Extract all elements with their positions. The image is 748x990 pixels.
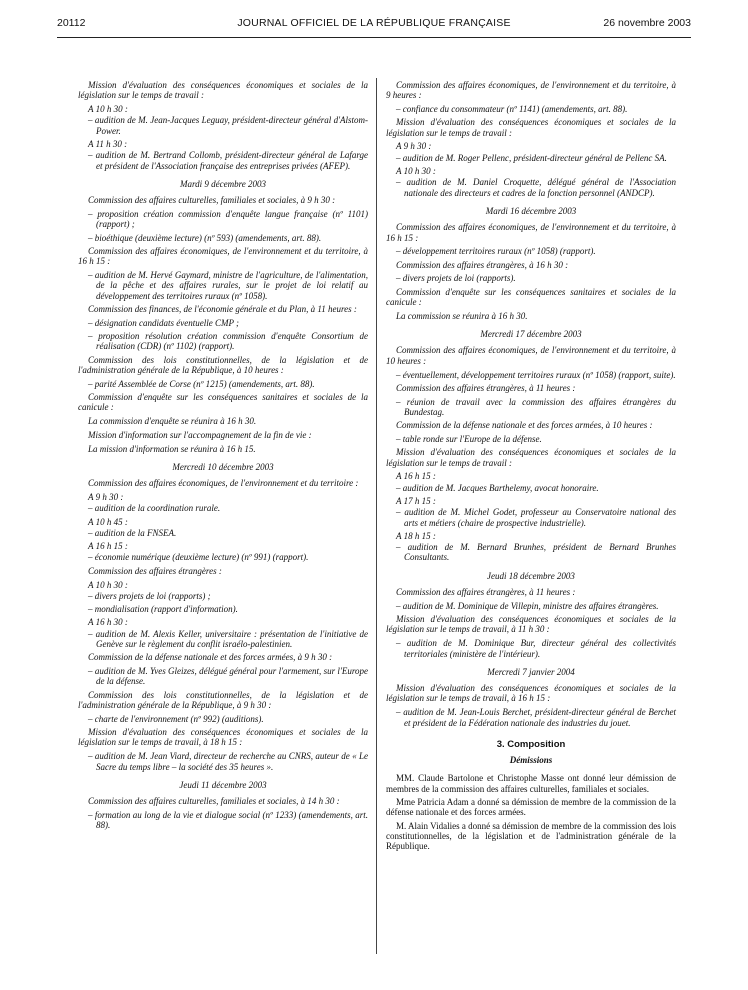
journal-title: JOURNAL OFFICIEL DE LA RÉPUBLIQUE FRANÇAISE [237, 17, 511, 29]
paragraph: Commission d'enquête sur les conséquences sanitaires et sociales de la canicule : [78, 391, 368, 413]
agenda-item: – table ronde sur l'Europe de la défense. [396, 434, 542, 445]
paragraph: Commission des affaires étrangères : [88, 565, 222, 576]
time-slot: A 17 h 15 : [396, 496, 436, 506]
paragraph: Commission de la défense nationale et des forces armées, à 10 heures : [396, 420, 653, 431]
agenda-item: – parité Assemblée de Corse (nº 1215) (amendements, art. 88). [88, 378, 315, 389]
time-slot: A 10 h 30 : [396, 166, 436, 177]
body-paragraph: M. Alain Vidalies a donné sa démission de membre de la commission des lois constitutionnelles, de la législation et de l'administration générale de la République. [386, 820, 676, 852]
time-slot: A 16 h 30 : [88, 617, 128, 628]
agenda-item: – mondialisation (rapport d'information). [88, 604, 238, 615]
column-divider [376, 78, 377, 954]
agenda-item: – audition de M. Dominique Bur, directeur général des collectivités territoriales (ministère de l'intérieur). [396, 638, 676, 659]
paragraph: Commission des affaires économiques, de l'environnement et du territoire, à 9 heures : [386, 80, 676, 101]
date-heading: Mercredi 17 décembre 2003 [480, 329, 582, 340]
body-paragraph: Mme Patricia Adam a donné sa démission de membre de la commission de la défense nationale et des forces armées. [386, 797, 676, 818]
agenda-item: – audition de M. Jean Viard, directeur de recherche au CNRS, auteur de « Le Sacre du temps libre – la société des 35 heures ». [88, 751, 368, 772]
paragraph: Commission des affaires étrangères, à 11 heures : [396, 382, 576, 393]
paragraph: La mission d'information se réunira à 16 h 15. [88, 443, 256, 454]
date-heading: Jeudi 11 décembre 2003 [179, 779, 267, 790]
paragraph: La commission d'enquête se réunira à 16 h 30. [88, 416, 257, 427]
paragraph: Commission des affaires étrangères, à 16 h 30 : [396, 259, 569, 270]
agenda-item: – audition de M. Dominique de Villepin, ministre des affaires étrangères. [396, 600, 659, 611]
paragraph: Mission d'évaluation des conséquences économiques et sociales de la législation sur le temps de travail : [386, 117, 676, 138]
time-slot: A 18 h 15 : [396, 530, 436, 541]
paragraph: Mission d'évaluation des conséquences économiques et sociales de la législation sur le temps de travail, à 11 h 30 : [386, 614, 676, 635]
paragraph: Commission des affaires économiques, de l'environnement et du territoire, à 16 h 15 : [78, 245, 368, 267]
date-heading: Jeudi 18 décembre 2003 [487, 570, 575, 581]
paragraph: Commission des lois constitutionnelles, de la législation et de l'administration générale de la République, à 9 h 30 : [78, 689, 368, 711]
paragraph: Mission d'évaluation des conséquences économiques et sociales de la législation sur le temps de travail, à 16 h 15 : [386, 683, 676, 704]
agenda-item: – réunion de travail avec la commission des affaires étrangères du Bundestag. [396, 396, 676, 417]
date-heading: Mardi 9 décembre 2003 [179, 178, 267, 189]
section-heading: 3. Composition [496, 738, 566, 750]
paragraph: Commission des lois constitutionnelles, de la législation et de l'administration générale de la République, à 10 heures : [78, 354, 368, 375]
agenda-item: – audition de la FNSEA. [88, 527, 177, 538]
paragraph: Commission des affaires culturelles, familiales et sociales, à 14 h 30 : [88, 796, 340, 807]
issue-date: 26 novembre 2003 [603, 17, 691, 29]
paragraph: Mission d'évaluation des conséquences économiques et sociales de la législation sur le temps de travail : [78, 80, 368, 101]
paragraph: Mission d'évaluation des conséquences économiques et sociales de la législation sur le temps de travail, à 18 h 15 : [78, 727, 368, 748]
time-slot: A 16 h 15 : [396, 471, 436, 482]
agenda-item: – audition de M. Alexis Keller, universitaire : présentation de l'initiative de Genève sur le règlement du conflit israélo-palestinien. [88, 628, 368, 650]
agenda-item: – développement territoires ruraux (nº 1058) (rapport). [396, 246, 596, 257]
subsection-heading: Démissions [509, 755, 553, 766]
time-slot: A 9 h 30 : [88, 492, 124, 502]
paragraph: Commission d'enquête sur les conséquences sanitaires et sociales de la canicule : [386, 286, 676, 308]
page-header [57, 17, 691, 39]
paragraph: Commission des affaires culturelles, familiales et sociales, à 9 h 30 : [88, 195, 336, 206]
paragraph: Commission des finances, de l'économie générale et du Plan, à 11 heures : [88, 303, 357, 314]
agenda-item: – confiance du consommateur (nº 1141) (amendements, art. 88). [396, 104, 628, 115]
agenda-item: – bioéthique (deuxième lecture) (nº 593) (amendements, art. 88). [88, 232, 322, 243]
paragraph: Mission d'évaluation des conséquences économiques et sociales de la législation sur le temps de travail : [386, 447, 676, 468]
paragraph: La commission se réunira à 16 h 30. [396, 310, 528, 321]
time-slot: A 16 h 15 : [88, 541, 128, 552]
date-heading: Mardi 16 décembre 2003 [485, 205, 577, 216]
agenda-item: – audition de M. Roger Pellenc, président-directeur général de Pellenc SA. [396, 152, 667, 163]
agenda-item: – audition de M. Yves Gleizes, délégué général pour l'armement, sur l'Europe de la défense. [88, 666, 368, 687]
agenda-item: – audition de M. Jacques Barthelemy, avocat honoraire. [396, 482, 599, 493]
time-slot: A 9 h 30 : [396, 141, 432, 152]
paragraph: Commission des affaires économiques, de l'environnement et du territoire : [88, 478, 359, 489]
paragraph: Commission des affaires économiques, de l'environnement et du territoire, à 10 heures : [386, 345, 676, 366]
time-slot: A 10 h 30 : [88, 579, 128, 590]
agenda-item: – éventuellement, développement territoires ruraux (nº 1058) (rapport, suite). [396, 369, 676, 380]
agenda-item: – audition de M. Jean-Louis Berchet, président-directeur général de Berchet et président de la Fédération nationale des industries du jouet. [396, 707, 676, 728]
header-rule [57, 37, 691, 38]
time-slot: A 10 h 30 : [88, 104, 128, 115]
left-column [78, 80, 368, 834]
agenda-item: – proposition résolution création commission d'enquête Consortium de réalisation (CDR) (nº 1102) (rapport). [88, 330, 368, 352]
agenda-item: – économie numérique (deuxième lecture) (nº 991) (rapport). [88, 552, 309, 563]
agenda-item: – audition de M. Daniel Croquette, délégué général de l'Association nationale des directeurs et cadres de la fonction personnel (ANDCP). [396, 177, 676, 198]
time-slot: A 11 h 30 : [88, 138, 128, 149]
page-number: 20112 [57, 17, 86, 29]
agenda-item: – audition de M. Bernard Brunhes, président de Bernard Brunhes Consultants. [396, 542, 676, 563]
agenda-item: – audition de M. Jean-Jacques Leguay, président-directeur général d'Alstom-Power. [88, 115, 368, 136]
agenda-item: – audition de M. Hervé Gaymard, ministre de l'agriculture, de l'alimentation, de la pêche et des affaires rurales, sur le projet de loi relatif au développement des territoires ruraux (nº 1058). [88, 269, 368, 301]
agenda-item: – charte de l'environnement (nº 992) (auditions). [88, 713, 264, 724]
date-heading: Mercredi 7 janvier 2004 [487, 666, 575, 677]
agenda-item: – formation au long de la vie et dialogue social (nº 1233) (amendements, art. 88). [88, 809, 368, 831]
time-slot: A 10 h 45 : [88, 516, 128, 527]
agenda-item: – divers projets de loi (rapports) ; [88, 590, 211, 601]
body-paragraph: MM. Claude Bartolone et Christophe Masse ont donné leur démission de membres de la commission des affaires culturelles, familiales et sociales. [386, 773, 676, 794]
agenda-item: – désignation candidats éventuelle CMP ; [88, 317, 240, 328]
right-column [386, 80, 676, 855]
paragraph: Mission d'information sur l'accompagnement de la fin de vie : [88, 429, 312, 440]
paragraph: Commission de la défense nationale et des forces armées, à 9 h 30 : [88, 652, 333, 663]
date-heading: Mercredi 10 décembre 2003 [172, 461, 274, 472]
paragraph: Commission des affaires économiques, de l'environnement et du territoire, à 16 h 15 : [386, 222, 676, 243]
paragraph: Commission des affaires étrangères, à 11 heures : [396, 587, 576, 598]
agenda-item: – audition de M. Michel Godet, professeur au Conservatoire national des arts et métiers (chaire de prospective industrielle). [396, 507, 676, 528]
agenda-item: – divers projets de loi (rapports). [396, 273, 516, 284]
agenda-item: – audition de la coordination rurale. [88, 503, 221, 514]
agenda-item: – proposition création commission d'enquête langue française (nº 1101) (rapport) ; [88, 208, 368, 230]
agenda-item: – audition de M. Bertrand Collomb, président-directeur général de Lafarge et président de l'Association française des entreprises privées (AFEP). [88, 150, 368, 171]
